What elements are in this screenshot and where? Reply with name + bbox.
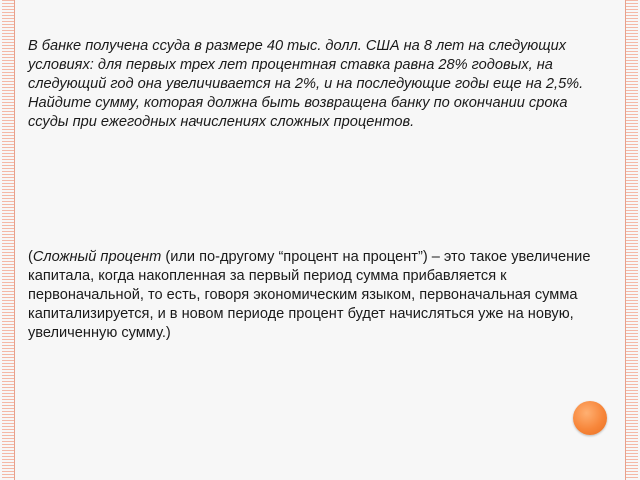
orange-circle-decoration <box>573 401 607 435</box>
definition-term: Сложный процент <box>32 249 162 265</box>
definition-text: (или по-другому “процент на процент”) – это такое увеличение капитала, когда накопленная за первый период сумма прибавляется к первоначальной, то есть, говоря экономическим языком, первоначальная сумма капитализируется, и в новом периоде процент будет начисляться уже на новую, увеличенную сумму.) <box>28 249 591 341</box>
left-decorative-border <box>2 0 14 480</box>
right-decorative-border <box>626 0 638 480</box>
definition-open-paren: ( <box>28 249 33 265</box>
problem-statement: В банке получена ссуда в размере 40 тыс. долл. США на 8 лет на следующих условиях: для первых трех лет процентная ставка равна 28% годовых, на следующий год она увеличивается на 2%, и на последующие годы еще на 2,5%. Найдите сумму, которая должна быть возвращена банку по окончании срока ссуды при ежегодных начислениях сложных процентов. <box>28 38 584 130</box>
compound-interest-definition <box>28 248 598 343</box>
